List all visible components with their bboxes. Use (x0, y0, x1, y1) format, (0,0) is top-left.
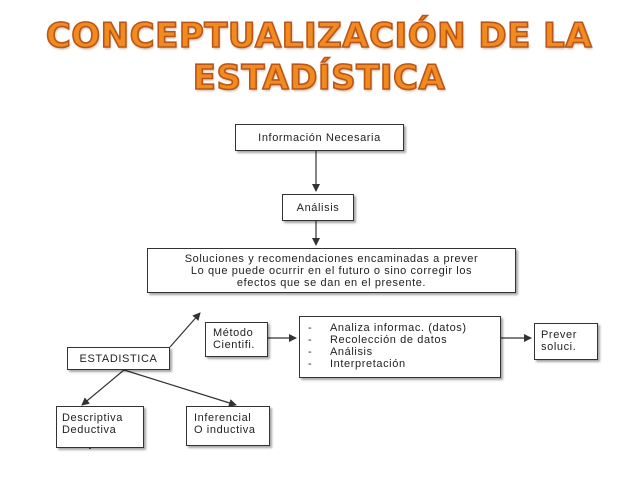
box-descriptiva (56, 406, 144, 448)
metodo-line-2: Cientifi. (213, 339, 256, 351)
title-line-1: CONCEPTUALIZACIÓN DE LA (45, 16, 593, 56)
soluciones-line-3: efectos que se dan en el presente. (236, 276, 427, 289)
step-item: - Análisis (308, 346, 373, 358)
prever-line-2: soluci. (541, 341, 577, 353)
descriptiva-line-2: Deductiva (62, 424, 117, 436)
descriptiva-line-1: Descriptiva (62, 412, 124, 424)
step-item: - Analiza informac. (datos) (308, 322, 467, 334)
box-inferencial (186, 406, 270, 446)
arrow-estadistica-to-descriptiva (82, 370, 124, 405)
soluciones-line-1: Soluciones y recomendaciones encaminadas a prever (184, 252, 479, 265)
box-metodo-cientifico (205, 322, 268, 357)
metodo-line-1: Método (213, 327, 254, 339)
steps-list (308, 322, 500, 370)
box-soluciones (147, 248, 516, 293)
step-item: - Interpretación (308, 358, 406, 370)
box-estadistica (67, 347, 170, 370)
inferencial-line-2: O inductiva (194, 424, 256, 436)
arrow-estadistica-to-inferencial (124, 370, 236, 405)
box-analisis (282, 194, 354, 221)
box-prever-solucion (534, 323, 598, 360)
step-item: - Recolección de datos (308, 334, 448, 346)
box-informacion-necesaria (235, 124, 404, 151)
soluciones-line-2: Lo que puede ocurrir en el futuro o sino corregir los (190, 264, 473, 277)
label-estadistica: ESTADISTICA (79, 352, 158, 365)
label-informacion-necesaria: Información Necesaria (258, 131, 381, 144)
title-line-2: ESTADÍSTICA (192, 58, 446, 98)
arrow-estadistica-to-metodo (170, 313, 200, 347)
box-pasos-metodo (299, 316, 501, 378)
label-analisis: Análisis (296, 201, 340, 214)
prever-line-1: Prever (541, 329, 577, 341)
inferencial-line-1: Inferencial (194, 412, 252, 424)
